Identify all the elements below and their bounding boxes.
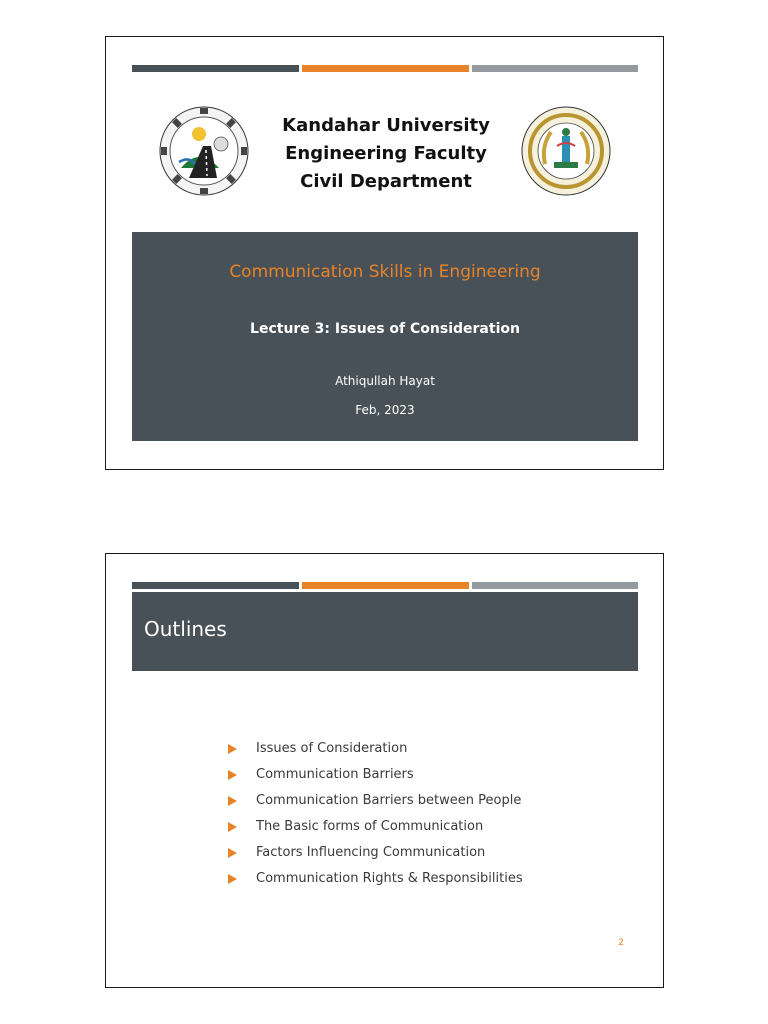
institution-line-department: Civil Department bbox=[300, 171, 472, 192]
triangle-right-icon bbox=[228, 744, 237, 754]
header-bar-dark bbox=[132, 582, 299, 589]
header-color-bars bbox=[132, 582, 638, 589]
list-item-label: Communication Barriers bbox=[256, 767, 414, 782]
triangle-right-icon bbox=[228, 822, 237, 832]
triangle-right-icon bbox=[228, 874, 237, 884]
title-band bbox=[132, 232, 638, 441]
institution-line-university: Kandahar University bbox=[282, 115, 490, 136]
outline-heading: Outlines bbox=[144, 617, 227, 641]
page-number: 2 bbox=[618, 938, 624, 948]
course-title: Communication Skills in Engineering bbox=[229, 262, 541, 282]
header-bar-orange bbox=[302, 65, 469, 72]
presentation-date: Feb, 2023 bbox=[355, 403, 415, 417]
author-name: Athiqullah Hayat bbox=[335, 374, 435, 388]
list-item-label: Issues of Consideration bbox=[256, 741, 408, 756]
institution-line-faculty: Engineering Faculty bbox=[285, 143, 487, 164]
header-bar-dark bbox=[132, 65, 299, 72]
list-item-label: Communication Rights & Responsibilities bbox=[256, 871, 523, 886]
header-bar-gray bbox=[472, 582, 638, 589]
outline-heading-band bbox=[132, 592, 638, 671]
title-slide bbox=[105, 36, 664, 470]
list-item-label: The Basic forms of Communication bbox=[256, 819, 484, 834]
lecture-title: Lecture 3: Issues of Consideration bbox=[250, 321, 520, 337]
header-bar-orange bbox=[302, 582, 469, 589]
kandahar-university-emblem-icon bbox=[521, 106, 611, 196]
triangle-right-icon bbox=[228, 796, 237, 806]
triangle-right-icon bbox=[228, 848, 237, 858]
list-item-label: Communication Barriers between People bbox=[256, 793, 522, 808]
outline-slide bbox=[105, 553, 664, 988]
list-item-label: Factors Influencing Communication bbox=[256, 845, 486, 860]
header-color-bars bbox=[132, 65, 638, 72]
institution-title bbox=[236, 112, 536, 196]
header-bar-gray bbox=[472, 65, 638, 72]
triangle-right-icon bbox=[228, 770, 237, 780]
